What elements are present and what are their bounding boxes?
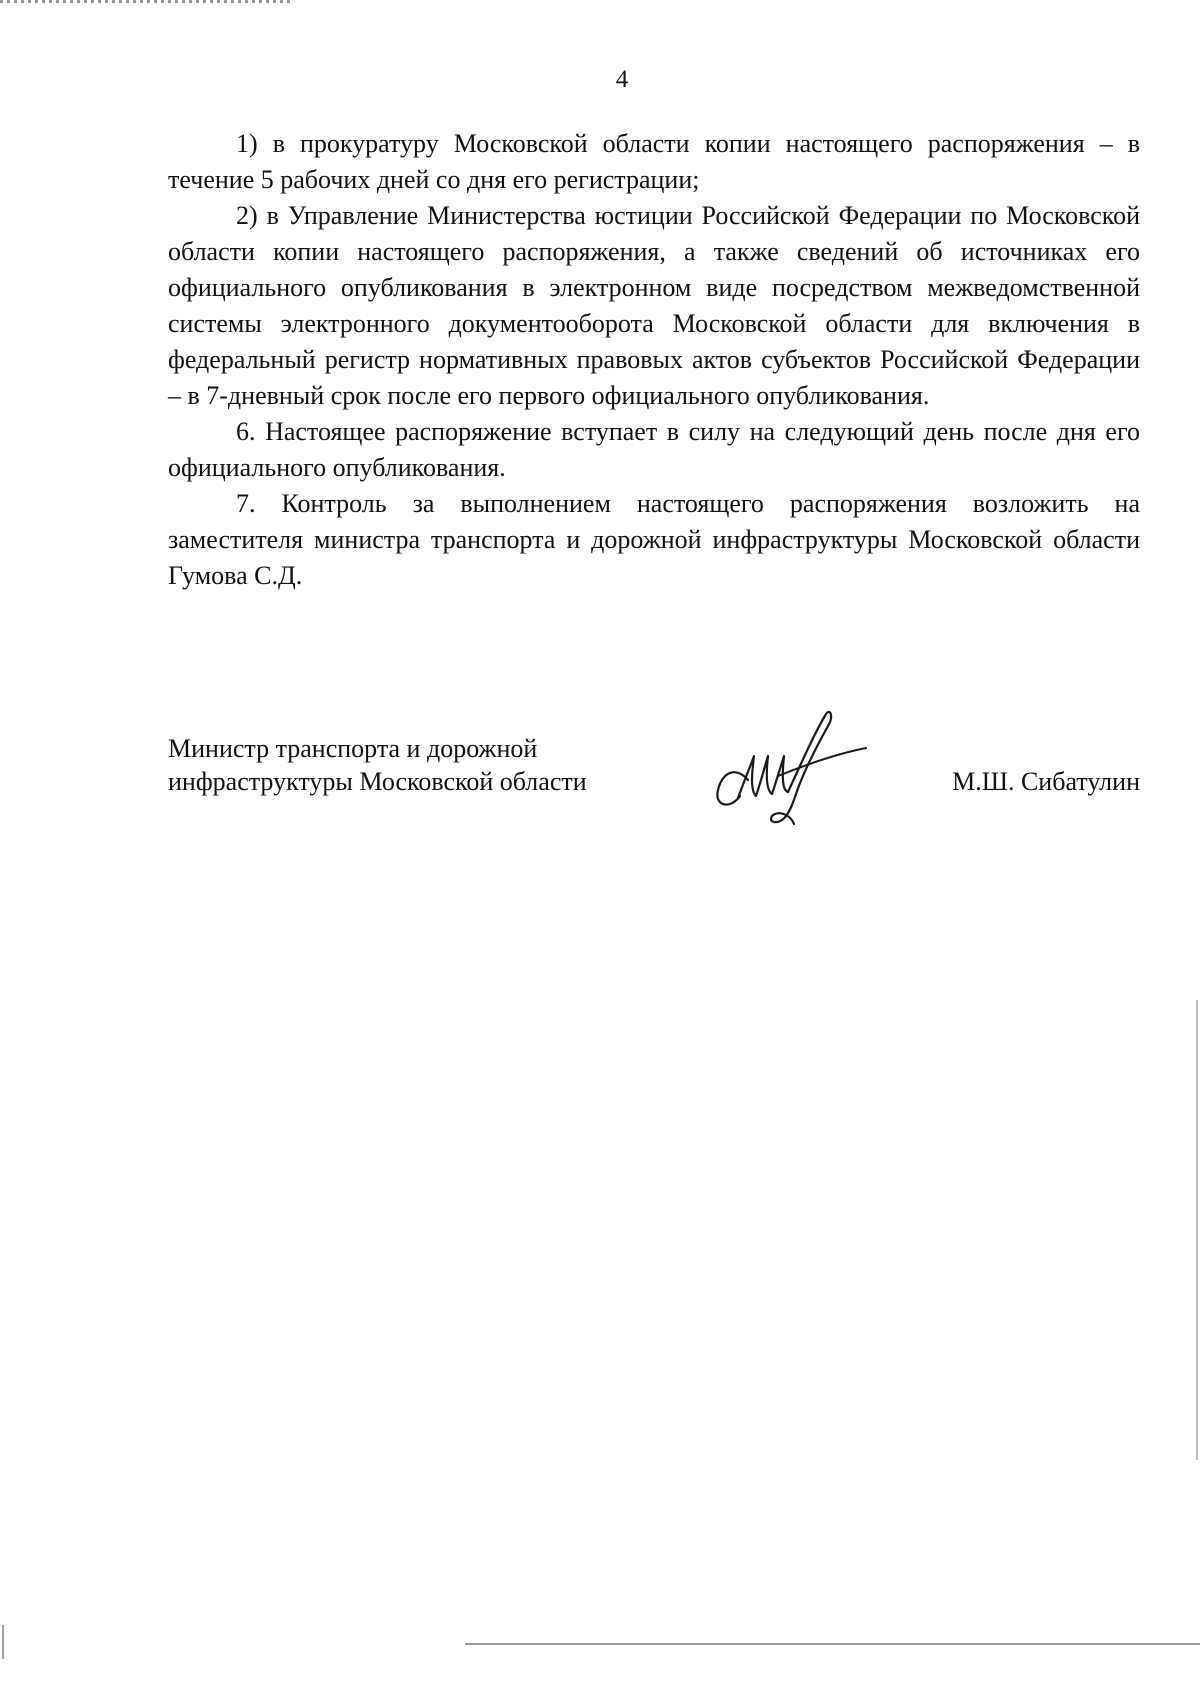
scan-artifact-top <box>0 0 290 3</box>
signatory-title-line-2: инфраструктуры Московской области <box>168 767 587 796</box>
page-number: 4 <box>615 66 629 93</box>
scan-artifact-bottom-line <box>465 1643 1200 1645</box>
paragraph-point-6: 6. Настоящее распоряжение вступает в силу на следующий день после дня его официального опубликования. <box>168 417 1140 482</box>
signature-block <box>168 732 1140 842</box>
paragraph-item-1: 1) в прокуратуру Московской области копии настоящего распоряжения – в течение 5 рабочих дней со дня его регистрации; <box>168 129 1140 194</box>
document-body <box>168 126 1140 594</box>
signatory-name: М.Ш. Сибатулин <box>952 767 1140 796</box>
scan-artifact-left-mark <box>2 1625 4 1659</box>
signatory-title <box>168 732 688 798</box>
paragraph-point-7: 7. Контроль за выполнением настоящего распоряжения возложить на заместителя министра транспорта и дорожной инфраструктуры Московской области Гумова С.Д. <box>168 489 1140 590</box>
paragraph-item-2: 2) в Управление Министерства юстиции Российской Федерации по Московской области копии настоящего распоряжения, а также сведений об источниках его официального опубликования в электронном виде посредством межведомственной системы электронного документооборота Московской области для включения в федеральный регистр нормативных правовых актов субъектов Российской Федерации – в 7-дневный срок после его первого официального опубликования. <box>168 201 1140 410</box>
handwritten-signature-image <box>708 706 878 836</box>
signatory-title-line-1: Министр транспорта и дорожной <box>168 734 538 763</box>
scan-artifact-right-edge <box>1196 1000 1198 1460</box>
